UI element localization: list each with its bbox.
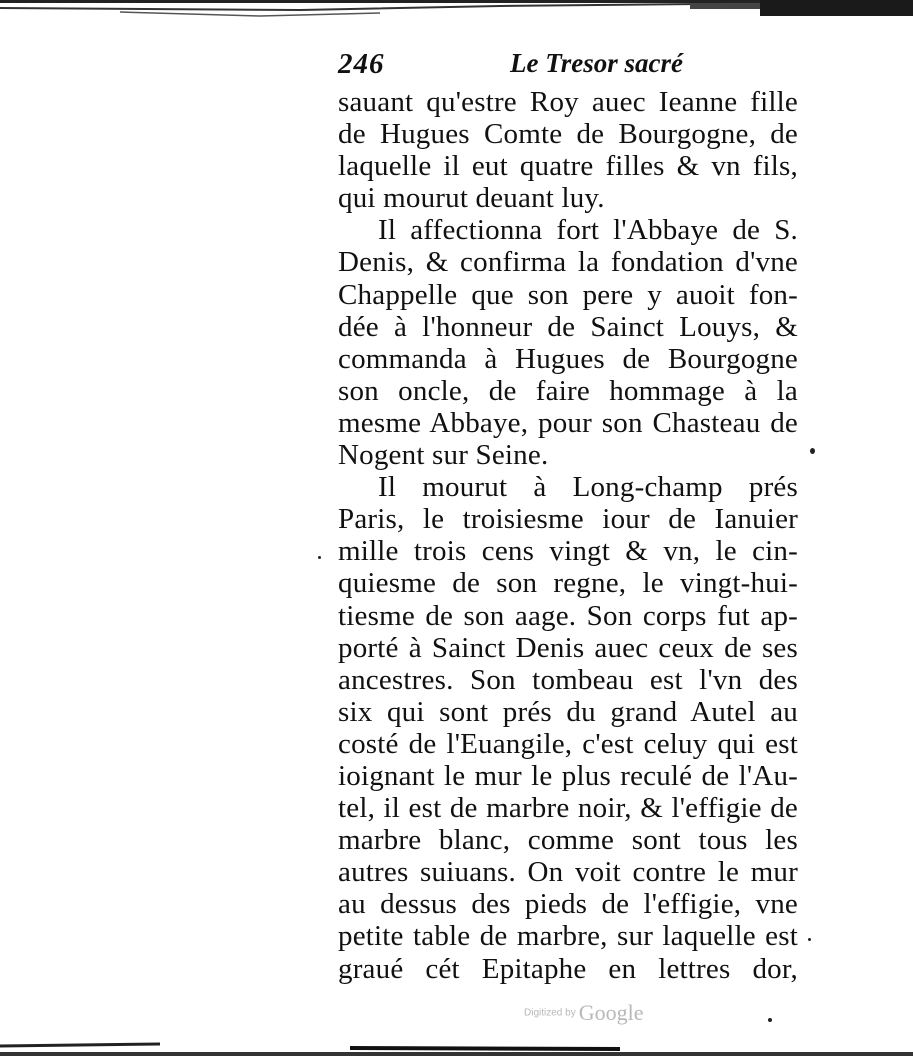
watermark-prefix: Digitized by: [524, 1007, 576, 1019]
text-line: de Hugues Comte de Bourgogne, de: [338, 118, 798, 151]
text-line: Nogent sur Seine.: [338, 439, 549, 472]
body-text: [338, 86, 798, 985]
text-line: Paris, le troisiesme iour de Ianuier: [338, 503, 798, 536]
ink-speck: [810, 448, 815, 454]
ink-speck: [318, 556, 321, 559]
text-line: au dessus des pieds de l'effigie, vne: [338, 888, 798, 921]
top-scan-edge: [0, 0, 913, 20]
text-line: dée à l'honneur de Sainct Louys, &: [338, 310, 798, 343]
text-line: autres suiuans. On voit contre le mur: [338, 856, 798, 889]
text-line: Chappelle que son pere y auoit fon-: [338, 278, 798, 311]
paragraph-start-line: Il affectionna fort l'Abbaye de S.: [378, 214, 798, 247]
text-line: quiesme de son regne, le vingt-hui-: [338, 567, 798, 600]
text-line: laquelle il eut quatre filles & vn fils,: [338, 150, 798, 183]
running-head: Le Tresor sacré: [510, 48, 683, 78]
text-line: Denis, & confirma la fondation d'vne: [338, 246, 798, 279]
text-line: costé de l'Euangile, c'est celuy qui est: [338, 727, 798, 760]
text-line: mille trois cens vingt & vn, le cin-: [338, 535, 798, 568]
text-line: tiesme de son aage. Son corps fut ap-: [338, 599, 798, 632]
text-line: qui mourut deuant luy.: [338, 182, 605, 215]
text-line: mesme Abbaye, pour son Chasteau de: [338, 406, 798, 439]
page-header: [338, 48, 698, 88]
watermark-brand: Google: [578, 1000, 644, 1025]
ink-speck: [768, 1018, 772, 1022]
text-line: sauant qu'estre Roy auec Ieanne fille: [338, 86, 798, 118]
text-line: tel, il est de marbre noir, & l'effigie de: [338, 792, 798, 825]
digitized-watermark: [524, 1000, 643, 1026]
text-line: marbre blanc, comme sont tous les: [338, 824, 798, 857]
text-line: ioignant le mur le plus reculé de l'Au-: [338, 759, 798, 792]
text-line: porté à Sainct Denis auec ceux de ses: [338, 631, 798, 664]
paragraph-start-line: Il mourut à Long-champ prés: [378, 471, 798, 504]
text-line: six qui sont prés du grand Autel au: [338, 695, 798, 728]
text-line: petite table de marbre, sur laquelle est: [338, 920, 798, 953]
text-line: graué cét Epitaphe en lettres dor,: [338, 952, 798, 985]
text-line: commanda à Hugues de Bourgogne: [338, 342, 798, 375]
page-number: 246: [338, 48, 385, 80]
ink-speck: [808, 938, 811, 941]
bottom-scan-edge: [0, 1038, 913, 1056]
text-line: ancestres. Son tombeau est l'vn des: [338, 663, 798, 696]
text-line: son oncle, de faire hommage à la: [338, 374, 798, 407]
